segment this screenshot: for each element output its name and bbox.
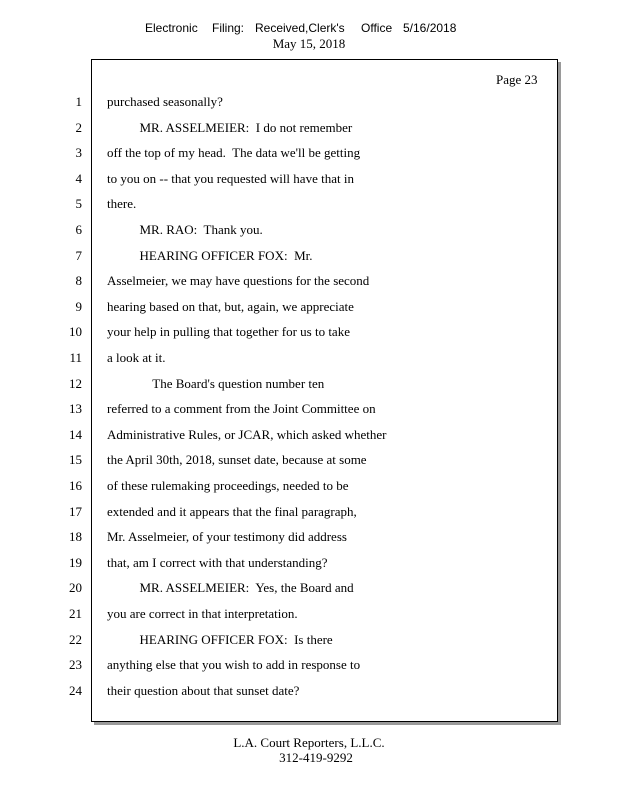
stamp-received: Received,Clerk's [255,21,345,35]
transcript-line [0,452,618,472]
line-text: purchased seasonally? [107,94,223,109]
line-number: 12 [69,376,82,391]
line-number: 15 [69,452,82,467]
stamp-filing: Filing: [212,21,245,35]
transcript-line [0,248,618,268]
line-text: MR. ASSELMEIER: I do not remember [107,120,353,135]
transcript-line [0,222,618,242]
footer-company: L.A. Court Reporters, L.L.C. [233,735,385,750]
line-number: 24 [69,683,82,698]
transcript-line [0,606,618,626]
line-number: 16 [69,478,82,493]
line-text: The Board's question number ten [107,376,325,391]
line-number: 14 [69,427,82,442]
transcript-line [0,350,618,370]
transcript-line [0,120,618,140]
transcript-line [0,478,618,498]
line-text: off the top of my head. The data we'll be getting [107,145,361,160]
transcript-line [0,94,618,114]
line-number: 13 [69,401,82,416]
line-text: HEARING OFFICER FOX: Is there [107,632,333,647]
stamp-office: Office [361,21,393,35]
line-number: 22 [69,632,82,647]
transcript-line [0,529,618,549]
line-text: MR. RAO: Thank you. [107,222,263,237]
transcript-line [0,376,618,396]
line-number: 20 [69,580,82,595]
transcript-line [0,683,618,703]
line-number: 2 [75,120,82,135]
line-text: extended and it appears that the final paragraph, [107,504,357,519]
line-number: 6 [75,222,82,237]
line-text: anything else that you wish to add in response to [107,657,361,672]
line-number: 10 [69,324,82,339]
transcript-line [0,657,618,677]
line-text: Mr. Asselmeier, of your testimony did address [107,529,347,544]
line-text: their question about that sunset date? [107,683,300,698]
line-number: 21 [69,606,82,621]
line-number: 4 [75,171,82,186]
transcript-line [0,401,618,421]
line-text: Administrative Rules, or JCAR, which asked whether [107,427,387,442]
line-text: that, am I correct with that understanding? [107,555,328,570]
line-text: you are correct in that interpretation. [107,606,298,621]
transcript-line [0,504,618,524]
transcript-line [0,196,618,216]
line-number: 5 [75,196,82,211]
line-number: 9 [75,299,82,314]
line-number: 23 [69,657,82,672]
transcript-line [0,427,618,447]
line-number: 7 [75,248,82,263]
line-text: MR. ASSELMEIER: Yes, the Board and [107,580,354,595]
footer-phone: 312-419-9292 [279,750,353,765]
line-number: 1 [75,94,82,109]
transcript-line [0,580,618,600]
line-text: HEARING OFFICER FOX: Mr. [107,248,313,263]
line-number: 3 [75,145,82,160]
line-number: 18 [69,529,82,544]
line-text: of these rulemaking proceedings, needed to be [107,478,349,493]
transcript-date: May 15, 2018 [272,36,346,51]
page-number: Page 23 [496,72,538,87]
line-number: 11 [69,350,82,365]
line-number: 19 [69,555,82,570]
transcript-line [0,632,618,652]
line-text: Asselmeier, we may have questions for the second [107,273,370,288]
line-number: 8 [75,273,82,288]
line-text: there. [107,196,137,211]
transcript-line [0,299,618,319]
stamp-date: 5/16/2018 [403,21,457,35]
transcript-line [0,145,618,165]
line-text: hearing based on that, but, again, we appreciate [107,299,354,314]
transcript-line [0,324,618,344]
transcript-line [0,273,618,293]
line-number: 17 [69,504,82,519]
line-text: the April 30th, 2018, sunset date, because at some [107,452,367,467]
line-text: your help in pulling that together for us to take [107,324,350,339]
transcript-line [0,171,618,191]
transcript-line [0,555,618,575]
stamp-electronic: Electronic [145,21,198,35]
line-text: to you on -- that you requested will have that in [107,171,354,186]
line-text: a look at it. [107,350,166,365]
line-text: referred to a comment from the Joint Committee on [107,401,376,416]
